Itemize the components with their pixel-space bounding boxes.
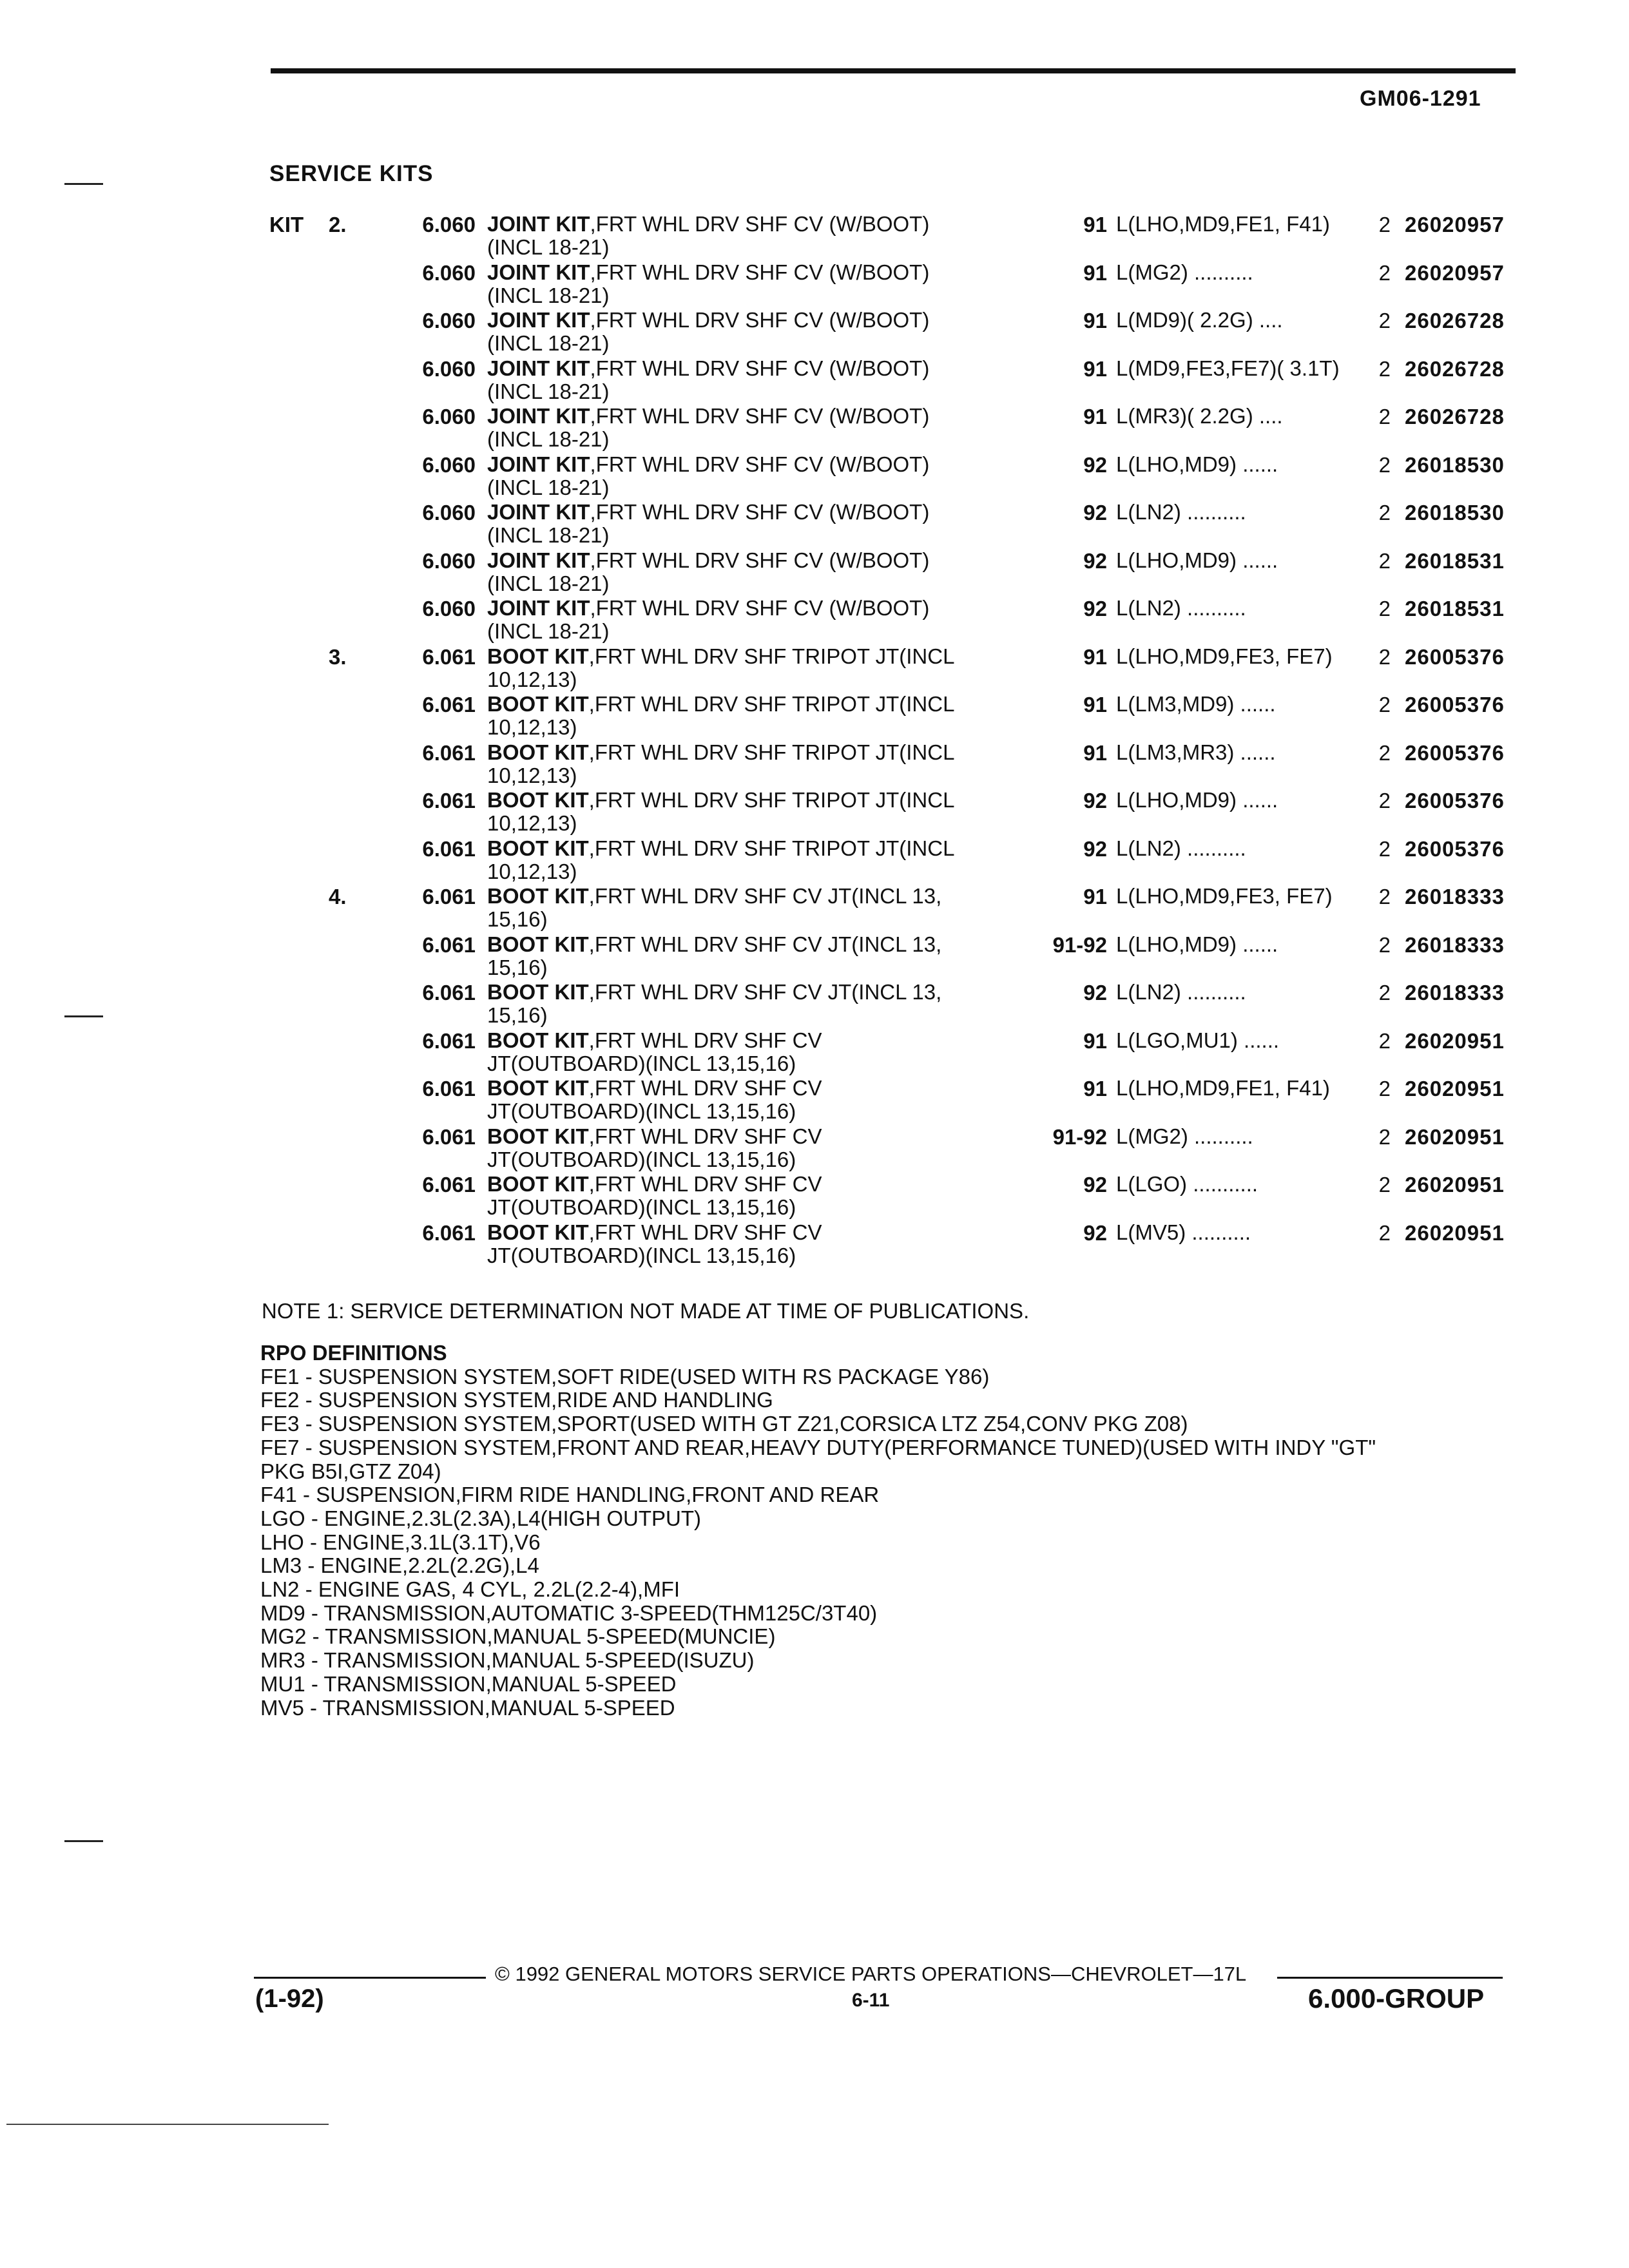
quantity: 2: [1378, 260, 1391, 285]
part-number: 26018530: [1405, 501, 1505, 524]
part-number: 26026728: [1405, 405, 1505, 428]
description-line1: ,FRT WHL DRV SHF CV (W/BOOT): [590, 260, 930, 284]
description: [487, 597, 1022, 643]
description-line1: ,FRT WHL DRV SHF CV: [588, 1220, 822, 1244]
usage: L(MD9)( 2.2G) ....: [1116, 308, 1283, 332]
part-name: BOOT KIT: [487, 1028, 589, 1052]
description-line2: (INCL 18-21): [487, 283, 610, 307]
description: [487, 405, 1022, 451]
description-line1: ,FRT WHL DRV SHF CV: [588, 1172, 822, 1196]
ref-number: 6.060: [422, 597, 476, 620]
usage: L(LN2) ..........: [1116, 836, 1246, 860]
ref-number: 6.061: [422, 885, 476, 908]
model-year: 91-92: [1052, 1124, 1107, 1149]
ref-number: 6.061: [422, 644, 476, 669]
usage: L(MV5) ..........: [1116, 1220, 1251, 1244]
usage: L(LM3,MR3) ......: [1116, 740, 1276, 764]
model-year: 91: [1083, 1077, 1107, 1100]
model-year: 91: [1083, 644, 1107, 669]
quantity: 2: [1378, 597, 1391, 620]
description: [487, 885, 1022, 931]
ref-number: 6.060: [422, 260, 476, 285]
model-year: 92: [1083, 789, 1107, 812]
model-year: 92: [1083, 501, 1107, 524]
description-line1: ,FRT WHL DRV SHF CV (W/BOOT): [590, 356, 930, 380]
description-line2: JT(OUTBOARD)(INCL 13,15,16): [487, 1243, 796, 1267]
table-row: [269, 261, 1532, 309]
description-line1: ,FRT WHL DRV SHF TRIPOT JT(INCL: [588, 836, 955, 860]
part-name: BOOT KIT: [487, 788, 589, 812]
rpo-line: MR3 - TRANSMISSION,MANUAL 5-SPEED(ISUZU): [260, 1648, 755, 1673]
usage: L(LHO,MD9) ......: [1116, 548, 1278, 572]
model-year: 92: [1083, 1220, 1107, 1245]
rpo-line: LM3 - ENGINE,2.2L(2.2G),L4: [260, 1553, 539, 1578]
description-line1: ,FRT WHL DRV SHF TRIPOT JT(INCL: [588, 692, 955, 716]
description: [487, 789, 1022, 835]
quantity: 2: [1378, 309, 1391, 332]
quantity: 2: [1378, 740, 1391, 765]
usage: L(LGO) ...........: [1116, 1172, 1258, 1196]
footer-rule-right: [1277, 1977, 1503, 1979]
part-name: BOOT KIT: [487, 1124, 589, 1148]
description-line1: ,FRT WHL DRV SHF CV (W/BOOT): [590, 212, 930, 236]
rpo-title: RPO DEFINITIONS: [260, 1341, 447, 1365]
quantity: 2: [1378, 1173, 1391, 1196]
usage: L(LHO,MD9) ......: [1116, 788, 1278, 812]
description-line1: ,FRT WHL DRV SHF CV (W/BOOT): [590, 404, 930, 428]
page-number: 6-11: [852, 1990, 890, 2011]
part-name: JOINT KIT: [487, 596, 590, 620]
quantity: 2: [1378, 405, 1391, 428]
part-number: 26005376: [1405, 836, 1505, 861]
ref-number: 6.060: [422, 405, 476, 428]
table-row: [269, 741, 1532, 789]
quantity: 2: [1378, 932, 1391, 957]
usage: L(LHO,MD9) ......: [1116, 932, 1278, 956]
ref-number: 6.060: [422, 213, 476, 236]
part-number: 26018333: [1405, 981, 1505, 1004]
part-number: 26005376: [1405, 644, 1505, 669]
table-row: [269, 1173, 1532, 1221]
item-number: 4.: [329, 885, 347, 908]
description-line1: ,FRT WHL DRV SHF TRIPOT JT(INCL: [588, 788, 955, 812]
part-number: 26005376: [1405, 789, 1505, 812]
ref-number: 6.061: [422, 789, 476, 812]
ref-number: 6.061: [422, 1077, 476, 1100]
table-row: [269, 981, 1532, 1029]
footer-rule-left: [254, 1977, 486, 1979]
group-label: 6.000-GROUP: [1308, 1983, 1485, 2013]
rpo-line: FE1 - SUSPENSION SYSTEM,SOFT RIDE(USED WITH RS PACKAGE Y86): [260, 1364, 990, 1389]
table-row: [269, 933, 1532, 981]
rpo-line: MG2 - TRANSMISSION,MANUAL 5-SPEED(MUNCIE): [260, 1624, 776, 1649]
table-row: [269, 693, 1532, 741]
table-row: [269, 1077, 1532, 1125]
part-number: 26020951: [1405, 1077, 1505, 1100]
description-line2: 10,12,13): [487, 859, 577, 883]
scan-mark: [64, 1840, 103, 1842]
usage: L(LHO,MD9) ......: [1116, 452, 1278, 476]
rpo-line: MD9 - TRANSMISSION,AUTOMATIC 3-SPEED(THM125C/3T40): [260, 1600, 878, 1625]
part-name: BOOT KIT: [487, 884, 589, 908]
model-year: 91: [1083, 213, 1107, 236]
quantity: 2: [1378, 356, 1391, 381]
description-line1: ,FRT WHL DRV SHF CV (W/BOOT): [590, 500, 930, 524]
table-row: [269, 1029, 1532, 1077]
part-number: 26018333: [1405, 885, 1505, 908]
description: [487, 1029, 1022, 1075]
description: [487, 1221, 1022, 1267]
description: [487, 645, 1022, 691]
quantity: 2: [1378, 836, 1391, 861]
description: [487, 357, 1022, 403]
usage: L(LN2) ..........: [1116, 980, 1246, 1004]
usage: L(MG2) ..........: [1116, 1124, 1253, 1148]
rpo-line: MV5 - TRANSMISSION,MANUAL 5-SPEED: [260, 1695, 675, 1720]
table-row: [269, 789, 1532, 837]
ref-number: 6.061: [422, 1220, 476, 1245]
scan-mark: [64, 183, 103, 185]
description-line2: 10,12,13): [487, 811, 577, 835]
description: [487, 1125, 1022, 1171]
rpo-line: FE2 - SUSPENSION SYSTEM,RIDE AND HANDLING: [260, 1388, 773, 1412]
model-year: 91: [1083, 885, 1107, 908]
usage: L(LHO,MD9,FE1, F41): [1116, 212, 1330, 236]
description-line2: (INCL 18-21): [487, 427, 610, 451]
description-line1: ,FRT WHL DRV SHF CV: [588, 1124, 822, 1148]
rpo-line: LN2 - ENGINE GAS, 4 CYL, 2.2L(2.2-4),MFI: [260, 1577, 680, 1602]
model-year: 92: [1083, 597, 1107, 620]
description-line1: ,FRT WHL DRV SHF CV (W/BOOT): [590, 548, 930, 572]
part-number: 26005376: [1405, 740, 1505, 765]
part-number: 26026728: [1405, 309, 1505, 332]
part-name: BOOT KIT: [487, 836, 589, 860]
description: [487, 453, 1022, 499]
part-number: 26020951: [1405, 1173, 1505, 1196]
table-row: [269, 1125, 1532, 1173]
description-line2: 15,16): [487, 955, 548, 979]
rpo-line: LGO - ENGINE,2.3L(2.3A),L4(HIGH OUTPUT): [260, 1506, 701, 1530]
table-row: [269, 501, 1532, 549]
part-number: 26020951: [1405, 1220, 1505, 1245]
item-number: 2.: [329, 213, 347, 236]
description-line1: ,FRT WHL DRV SHF CV JT(INCL 13,: [588, 884, 942, 908]
description: [487, 693, 1022, 739]
model-year: 91-92: [1052, 932, 1107, 957]
description: [487, 933, 1022, 979]
usage: L(LHO,MD9,FE3, FE7): [1116, 644, 1333, 668]
part-name: BOOT KIT: [487, 980, 589, 1004]
table-row: [269, 405, 1532, 453]
description-line2: JT(OUTBOARD)(INCL 13,15,16): [487, 1051, 796, 1075]
rpo-line: LHO - ENGINE,3.1L(3.1T),V6: [260, 1530, 541, 1554]
description-line2: (INCL 18-21): [487, 571, 610, 595]
quantity: 2: [1378, 644, 1391, 669]
part-name: BOOT KIT: [487, 692, 589, 716]
table-row: [269, 645, 1532, 693]
scan-rule: [6, 2124, 329, 2125]
ref-number: 6.061: [422, 1028, 476, 1053]
ref-number: 6.061: [422, 1173, 476, 1196]
ref-number: 6.060: [422, 356, 476, 381]
part-name: JOINT KIT: [487, 308, 590, 332]
rpo-line: MU1 - TRANSMISSION,MANUAL 5-SPEED: [260, 1671, 677, 1696]
part-name: JOINT KIT: [487, 356, 590, 380]
description-line2: 10,12,13): [487, 667, 577, 691]
model-year: 92: [1083, 836, 1107, 861]
ref-number: 6.060: [422, 309, 476, 332]
usage: L(LN2) ..........: [1116, 500, 1246, 524]
part-number: 26018531: [1405, 548, 1505, 573]
part-number: 26018531: [1405, 597, 1505, 620]
part-name: JOINT KIT: [487, 260, 590, 284]
table-row: [269, 837, 1532, 885]
part-name: BOOT KIT: [487, 740, 589, 764]
description-line2: (INCL 18-21): [487, 379, 610, 403]
ref-number: 6.061: [422, 836, 476, 861]
part-name: JOINT KIT: [487, 404, 590, 428]
footer-date: (1-92): [255, 1984, 324, 2013]
model-year: 91: [1083, 740, 1107, 765]
part-name: JOINT KIT: [487, 548, 590, 572]
part-number: 26020951: [1405, 1124, 1505, 1149]
ref-number: 6.060: [422, 501, 476, 524]
part-number: 26005376: [1405, 693, 1505, 716]
usage: L(LN2) ..........: [1116, 596, 1246, 620]
kit-label: KIT: [269, 213, 304, 236]
quantity: 2: [1378, 548, 1391, 573]
part-number: 26026728: [1405, 356, 1505, 381]
description-line1: ,FRT WHL DRV SHF CV: [588, 1028, 822, 1052]
description-line2: (INCL 18-21): [487, 619, 610, 643]
rpo-line: FE7 - SUSPENSION SYSTEM,FRONT AND REAR,HEAVY DUTY(PERFORMANCE TUNED)(USED WITH INDY "GT": [260, 1435, 1376, 1459]
table-row: [269, 885, 1532, 933]
model-year: 91: [1083, 693, 1107, 716]
part-name: BOOT KIT: [487, 1220, 589, 1244]
ref-number: 6.060: [422, 452, 476, 477]
description: [487, 501, 1022, 547]
model-year: 91: [1083, 260, 1107, 285]
rpo-line: FE3 - SUSPENSION SYSTEM,SPORT(USED WITH GT Z21,CORSICA LTZ Z54,CONV PKG Z08): [260, 1412, 1188, 1436]
part-name: BOOT KIT: [487, 1076, 589, 1100]
description-line1: ,FRT WHL DRV SHF TRIPOT JT(INCL: [588, 740, 955, 764]
model-year: 92: [1083, 1173, 1107, 1196]
part-name: BOOT KIT: [487, 1172, 589, 1196]
table-row: [269, 549, 1532, 597]
copyright: © 1992 GENERAL MOTORS SERVICE PARTS OPERATIONS—CHEVROLET—17L: [495, 1963, 1247, 1985]
description-line2: 10,12,13): [487, 715, 577, 739]
rpo-line: PKG B5I,GTZ Z04): [260, 1459, 441, 1483]
model-year: 91: [1083, 405, 1107, 428]
quantity: 2: [1378, 452, 1391, 477]
description: [487, 741, 1022, 787]
usage: L(MG2) ..........: [1116, 260, 1253, 284]
ref-number: 6.060: [422, 548, 476, 573]
quantity: 2: [1378, 789, 1391, 812]
part-name: BOOT KIT: [487, 644, 589, 668]
model-year: 92: [1083, 548, 1107, 573]
parts-list: [269, 213, 1532, 1269]
usage: L(LHO,MD9,FE1, F41): [1116, 1076, 1330, 1100]
part-name: JOINT KIT: [487, 452, 590, 476]
description-line1: ,FRT WHL DRV SHF CV (W/BOOT): [590, 596, 930, 620]
part-name: JOINT KIT: [487, 212, 590, 236]
section-title: SERVICE KITS: [269, 161, 434, 186]
part-name: JOINT KIT: [487, 500, 590, 524]
item-number: 3.: [329, 644, 347, 669]
description: [487, 213, 1022, 259]
description-line1: ,FRT WHL DRV SHF CV: [588, 1076, 822, 1100]
quantity: 2: [1378, 501, 1391, 524]
description-line2: JT(OUTBOARD)(INCL 13,15,16): [487, 1099, 796, 1123]
quantity: 2: [1378, 1124, 1391, 1149]
description-line2: 15,16): [487, 1003, 548, 1027]
model-year: 92: [1083, 981, 1107, 1004]
description-line1: ,FRT WHL DRV SHF CV (W/BOOT): [590, 452, 930, 476]
model-year: 92: [1083, 452, 1107, 477]
description: [487, 549, 1022, 595]
scan-mark: [64, 1015, 103, 1017]
table-row: [269, 453, 1532, 501]
table-row: [269, 1221, 1532, 1269]
description: [487, 1077, 1022, 1123]
part-number: 26018333: [1405, 932, 1505, 957]
description-line2: JT(OUTBOARD)(INCL 13,15,16): [487, 1147, 796, 1171]
part-number: 26020957: [1405, 260, 1505, 285]
part-number: 26020957: [1405, 213, 1505, 236]
ref-number: 6.061: [422, 932, 476, 957]
quantity: 2: [1378, 1028, 1391, 1053]
description-line2: (INCL 18-21): [487, 235, 610, 259]
description: [487, 1173, 1022, 1219]
description-line1: ,FRT WHL DRV SHF CV JT(INCL 13,: [588, 932, 942, 956]
document-id: GM06-1291: [1360, 86, 1481, 111]
usage: L(MD9,FE3,FE7)( 3.1T): [1116, 356, 1340, 380]
description-line2: 15,16): [487, 907, 548, 931]
part-number: 26018530: [1405, 452, 1505, 477]
model-year: 91: [1083, 1028, 1107, 1053]
description: [487, 261, 1022, 307]
description: [487, 309, 1022, 355]
usage: L(LM3,MD9) ......: [1116, 692, 1276, 716]
description-line1: ,FRT WHL DRV SHF CV JT(INCL 13,: [588, 980, 942, 1004]
part-number: 26020951: [1405, 1028, 1505, 1053]
quantity: 2: [1378, 213, 1391, 236]
description-line2: (INCL 18-21): [487, 475, 610, 499]
description-line2: 10,12,13): [487, 763, 577, 787]
usage: L(LGO,MU1) ......: [1116, 1028, 1280, 1052]
quantity: 2: [1378, 693, 1391, 716]
quantity: 2: [1378, 1220, 1391, 1245]
usage: L(MR3)( 2.2G) ....: [1116, 404, 1283, 428]
model-year: 91: [1083, 356, 1107, 381]
part-name: BOOT KIT: [487, 932, 589, 956]
quantity: 2: [1378, 1077, 1391, 1100]
rpo-line: F41 - SUSPENSION,FIRM RIDE HANDLING,FRONT AND REAR: [260, 1483, 880, 1507]
note: NOTE 1: SERVICE DETERMINATION NOT MADE AT TIME OF PUBLICATIONS.: [262, 1299, 1030, 1323]
quantity: 2: [1378, 981, 1391, 1004]
ref-number: 6.061: [422, 740, 476, 765]
ref-number: 6.061: [422, 1124, 476, 1149]
description-line2: (INCL 18-21): [487, 523, 610, 547]
description-line1: ,FRT WHL DRV SHF TRIPOT JT(INCL: [588, 644, 955, 668]
table-row: [269, 309, 1532, 357]
description: [487, 981, 1022, 1027]
description-line2: (INCL 18-21): [487, 331, 610, 355]
rpo-definitions: [260, 1341, 1376, 1720]
ref-number: 6.061: [422, 693, 476, 716]
table-row: [269, 213, 1532, 261]
header-rule: [271, 68, 1516, 73]
description-line2: JT(OUTBOARD)(INCL 13,15,16): [487, 1195, 796, 1219]
quantity: 2: [1378, 885, 1391, 908]
table-row: [269, 597, 1532, 645]
model-year: 91: [1083, 309, 1107, 332]
usage: L(LHO,MD9,FE3, FE7): [1116, 884, 1333, 908]
ref-number: 6.061: [422, 981, 476, 1004]
description: [487, 837, 1022, 883]
description-line1: ,FRT WHL DRV SHF CV (W/BOOT): [590, 308, 930, 332]
table-row: [269, 357, 1532, 405]
